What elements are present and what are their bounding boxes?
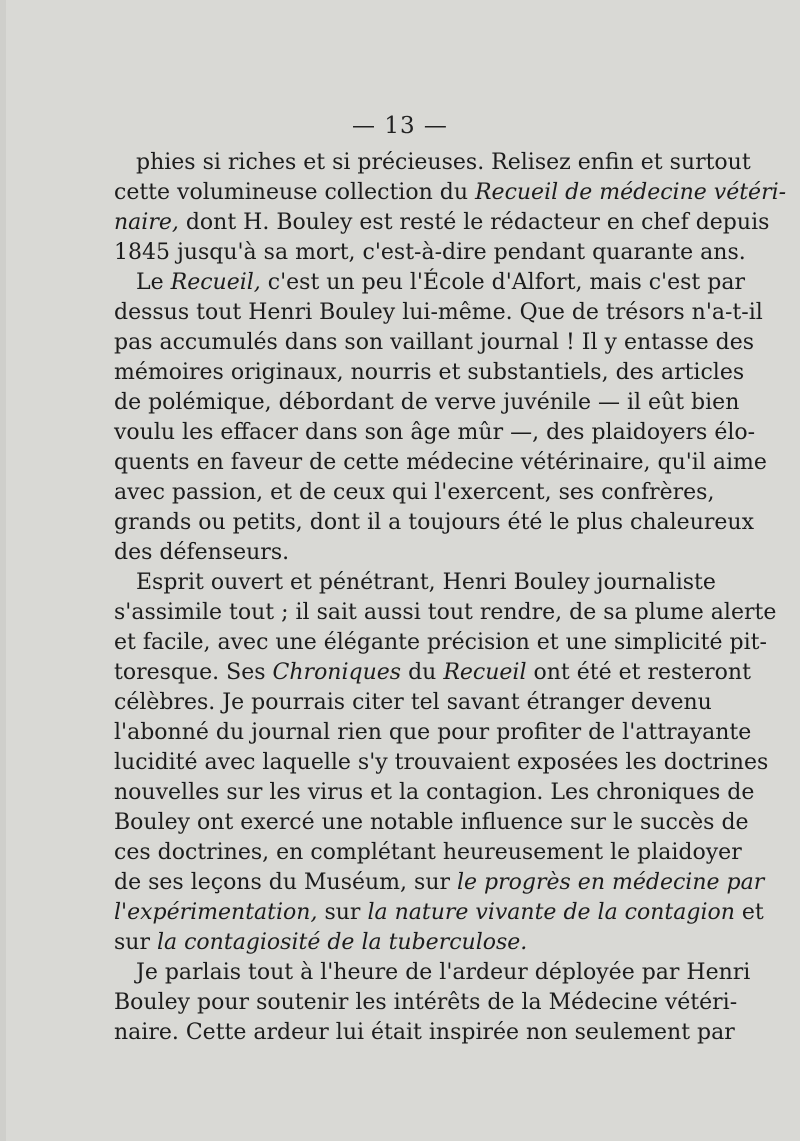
- text-line: [114, 808, 749, 838]
- text-run: de polémique, débordant de verve juvénile — il eût bien: [114, 390, 740, 415]
- text-run: de ses leçons du Muséum, sur: [114, 870, 457, 895]
- paragraph: [114, 268, 767, 568]
- text-run: toresque. Ses: [114, 660, 273, 685]
- text-line: [114, 958, 751, 988]
- text-run: nouvelles sur les virus et la contagion. Les chroniques de: [114, 780, 755, 805]
- text-line: [114, 208, 770, 238]
- text-line: [114, 268, 745, 298]
- text-line: [114, 388, 740, 418]
- italic-text: la nature vivante de la contagion: [367, 900, 735, 925]
- text-line: [114, 598, 777, 628]
- text-line: [114, 988, 738, 1018]
- text-run: phies si riches et si précieuses. Relisez enfin et surtout: [136, 150, 751, 175]
- text-line: [114, 898, 764, 928]
- italic-text: Chroniques: [272, 660, 402, 685]
- text-run: Je parlais tout à l'heure de l'ardeur déployée par Henri: [136, 960, 751, 985]
- text-line: [114, 178, 787, 208]
- italic-text: le progrès en médecine par: [457, 870, 765, 895]
- text-line: [114, 1018, 735, 1048]
- text-run: Esprit ouvert et pénétrant, Henri Bouley journaliste: [136, 570, 716, 595]
- text-run: pas accumulés dans son vaillant journal ! Il y entasse des: [114, 330, 755, 355]
- paragraph: [114, 148, 787, 268]
- italic-text: naire,: [114, 210, 179, 235]
- text-run: cette volumineuse collection du: [114, 180, 475, 205]
- text-run: l'abonné du journal rien que pour profiter de l'attrayante: [114, 720, 752, 745]
- text-line: [114, 628, 767, 658]
- text-line: [114, 418, 756, 448]
- text-line: [114, 298, 763, 328]
- text-run: Bouley pour soutenir les intérêts de la Médecine vétéri-: [114, 990, 738, 1015]
- text-run: et: [734, 900, 764, 925]
- text-run: s'assimile tout ; il sait aussi tout rendre, de sa plume alerte: [114, 600, 777, 625]
- text-line: [114, 238, 746, 268]
- text-run: Le: [136, 270, 171, 295]
- text-run: sur: [114, 930, 157, 955]
- text-line: [114, 688, 710, 718]
- italic-text: Recueil de médecine vétéri-: [474, 180, 787, 205]
- text-run: sur: [317, 900, 368, 925]
- text-run: ces doctrines, en complétant heureusement le plaidoyer: [114, 840, 742, 865]
- italic-text: Recueil,: [170, 270, 261, 295]
- text-line: [114, 568, 716, 598]
- text-line: [114, 148, 751, 178]
- paragraph: [114, 958, 751, 1048]
- text-line: [114, 358, 745, 388]
- text-run: Bouley ont exercé une notable influence sur le succès de: [114, 810, 749, 835]
- text-line: [114, 928, 710, 958]
- text-line: [114, 538, 710, 568]
- text-run: lucidité avec laquelle s'y trouvaient exposées les doctrines: [114, 750, 769, 775]
- text-line: [114, 748, 769, 778]
- paragraph: [114, 568, 777, 958]
- text-run: ont été et resteront: [526, 660, 751, 685]
- text-line: [114, 838, 742, 868]
- text-run: dessus tout Henri Bouley lui-même. Que de trésors n'a-t-il: [114, 300, 763, 325]
- text-run: et facile, avec une élégante précision et une simplicité pit-: [114, 630, 767, 655]
- text-line: [114, 778, 755, 808]
- text-run: célèbres. Je pourrais citer tel savant étranger devenu: [114, 690, 712, 715]
- text-run: naire. Cette ardeur lui était inspirée non seulement par: [114, 1020, 735, 1045]
- text-line: [114, 718, 752, 748]
- text-line: [114, 448, 767, 478]
- text-run: dont H. Bouley est resté le rédacteur en chef depuis: [178, 210, 770, 235]
- text-run: voulu les effacer dans son âge mûr —, des plaidoyers élo-: [114, 420, 756, 445]
- text-run: mémoires originaux, nourris et substantiels, des articles: [114, 360, 745, 385]
- text-run: quents en faveur de cette médecine vétérinaire, qu'il aime: [114, 450, 767, 475]
- text-line: [114, 658, 751, 688]
- text-run: du: [401, 660, 444, 685]
- body-text: [114, 148, 787, 1048]
- text-line: [114, 508, 754, 538]
- italic-text: l'expérimentation,: [114, 900, 318, 925]
- italic-text: Recueil: [443, 660, 527, 685]
- text-line: [114, 328, 755, 358]
- text-run: 1845 jusqu'à sa mort, c'est-à-dire pendant quarante ans.: [114, 240, 746, 265]
- text-run: c'est un peu l'École d'Alfort, mais c'est par: [260, 270, 745, 295]
- text-run: avec passion, et de ceux qui l'exercent, ses confrères,: [114, 480, 715, 505]
- text-line: [114, 478, 715, 508]
- page-number: — 13 —: [352, 113, 448, 139]
- italic-text: la contagiosité de la tuberculose.: [156, 930, 528, 955]
- text-run: des défenseurs.: [114, 540, 290, 565]
- text-line: [114, 868, 765, 898]
- text-run: grands ou petits, dont il a toujours été le plus chaleureux: [114, 510, 754, 535]
